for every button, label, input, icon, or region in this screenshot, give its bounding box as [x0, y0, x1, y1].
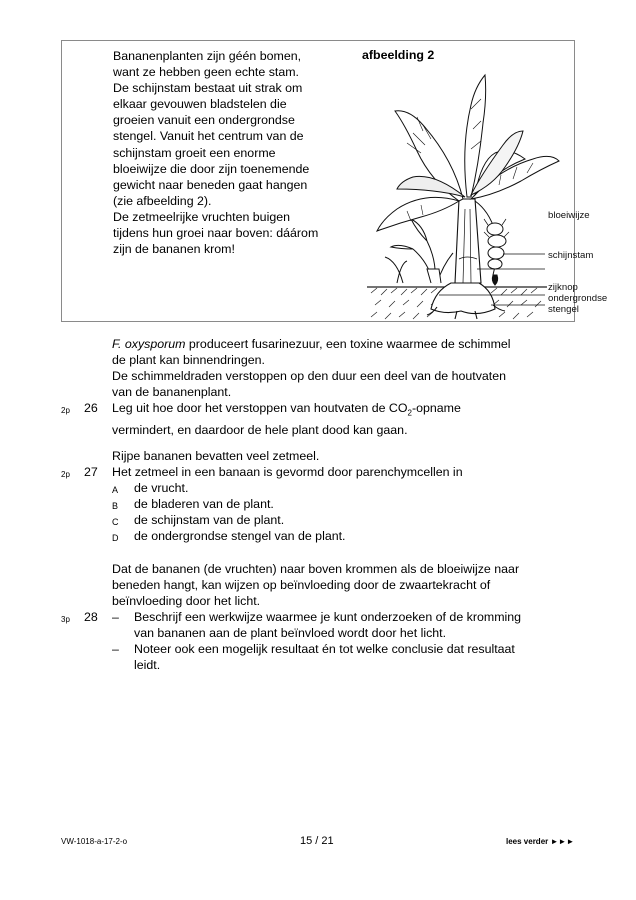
dash-bullet: – [112, 610, 119, 624]
figure-title: afbeelding 2 [362, 48, 435, 62]
question-26 [61, 400, 591, 437]
rhizome [427, 283, 505, 319]
label-bloeiwijze: bloeiwijze [548, 210, 590, 221]
question-line: van bananen aan de plant beïnvloed wordt door het licht. [134, 626, 447, 641]
passage-line: beneden hangt, kan wijzen op beïnvloeding door de zwaartekracht of [112, 578, 491, 593]
option-text: de schijnstam van de plant. [134, 513, 285, 527]
question-line: vermindert, en daardoor de hele plant dood kan gaan. [112, 422, 408, 437]
question-28-item-2 [112, 641, 582, 675]
option-letter: D [112, 533, 119, 543]
question-number: 27 [84, 465, 98, 479]
passage-line [112, 336, 582, 352]
species-name: F. oxysporum [112, 337, 186, 351]
option-text: de vrucht. [134, 481, 189, 495]
footer-code: VW-1018-a-17-2-o [61, 837, 128, 846]
label-zijknop: zijknop [548, 282, 578, 293]
passage-line: beïnvloeding door het licht. [112, 594, 261, 609]
passage-line: De schimmeldraden verstoppen op den duur een deel van de houtvaten [112, 369, 507, 384]
question-line: leidt. [134, 658, 161, 673]
passage-kromming [112, 561, 582, 609]
option-text: de bladeren van de plant. [134, 497, 274, 511]
question-points: 2p [61, 406, 70, 415]
label-stengel: stengel [548, 304, 579, 315]
intro-line: groeien vanuit een ondergrondse [113, 113, 295, 128]
side-shoot [385, 219, 453, 283]
label-ondergrondse: ondergrondse [548, 293, 608, 304]
question-line: Noteer ook een mogelijk resultaat én tot welke conclusie dat resultaat [134, 642, 515, 656]
question-line: Leg uit hoe door het verstoppen van houtvaten de CO [112, 401, 408, 415]
intro-line: zijn de bananen krom! [113, 242, 235, 257]
option-letter: B [112, 501, 119, 511]
page-number: 15 / 21 [300, 835, 334, 847]
dash-bullet: – [112, 642, 119, 656]
question-line: -opname [411, 401, 461, 415]
question-text: Het zetmeel in een banaan is gevormd door parenchymcellen in [112, 465, 463, 479]
question-points: 2p [61, 470, 70, 479]
intro-line: elkaar gevouwen bladstelen die [113, 97, 287, 112]
question-number: 26 [84, 401, 98, 415]
question-line: Beschrijf een werkwijze waarmee je kunt onderzoeken of de kromming [134, 610, 522, 624]
question-text [112, 400, 582, 438]
banana-plant-figure [367, 69, 567, 321]
option-letter: A [112, 485, 119, 495]
option-letter: C [112, 517, 119, 527]
passage-line: de plant kan binnendringen. [112, 353, 265, 368]
intro-line: Bananenplanten zijn géén bomen, [113, 49, 302, 63]
label-schijnstam: schijnstam [548, 250, 594, 261]
option-text: de ondergrondse stengel van de plant. [134, 529, 346, 543]
question-text [134, 641, 574, 673]
next-page-link[interactable]: lees verder ►►► [506, 837, 575, 846]
intro-line: (zie afbeelding 2). [113, 193, 212, 208]
intro-line: gewicht naar beneden gaat hangen [113, 177, 308, 192]
intro-line: stengel. Vanuit het centrum van de [113, 129, 304, 144]
subscript: 2 [407, 408, 412, 418]
intro-box [61, 40, 608, 322]
intro-line: want ze hebben geen echte stam. [113, 65, 299, 80]
passage-line: Dat de bananen (de vruchten) naar boven krommen als de bloeiwijze naar [112, 562, 520, 576]
intro-text [113, 48, 353, 257]
passage-line: van de bananenplant. [112, 385, 232, 400]
question-points: 3p [61, 615, 70, 624]
passage-fusarium [112, 336, 582, 400]
intro-line: schijnstam groeit een enorme [113, 145, 276, 160]
intro-line: De schijnstam bestaat uit strak om [113, 81, 303, 96]
question-number: 28 [84, 610, 98, 624]
intro-line: tijdens hun groei naar boven: dáárom [113, 226, 319, 241]
question-28-item-1 [112, 609, 582, 643]
pseudostem [455, 199, 481, 283]
intro-line: De zetmeelrijke vruchten buigen [113, 209, 291, 224]
passage-text: produceert fusarinezuur, een toxine waarmee de schimmel [185, 337, 511, 351]
question-text [134, 609, 574, 641]
intro-line: bloeiwijze die door zijn toenemende [113, 161, 310, 176]
passage-zetmeel: Rijpe bananen bevatten veel zetmeel. [112, 449, 320, 463]
